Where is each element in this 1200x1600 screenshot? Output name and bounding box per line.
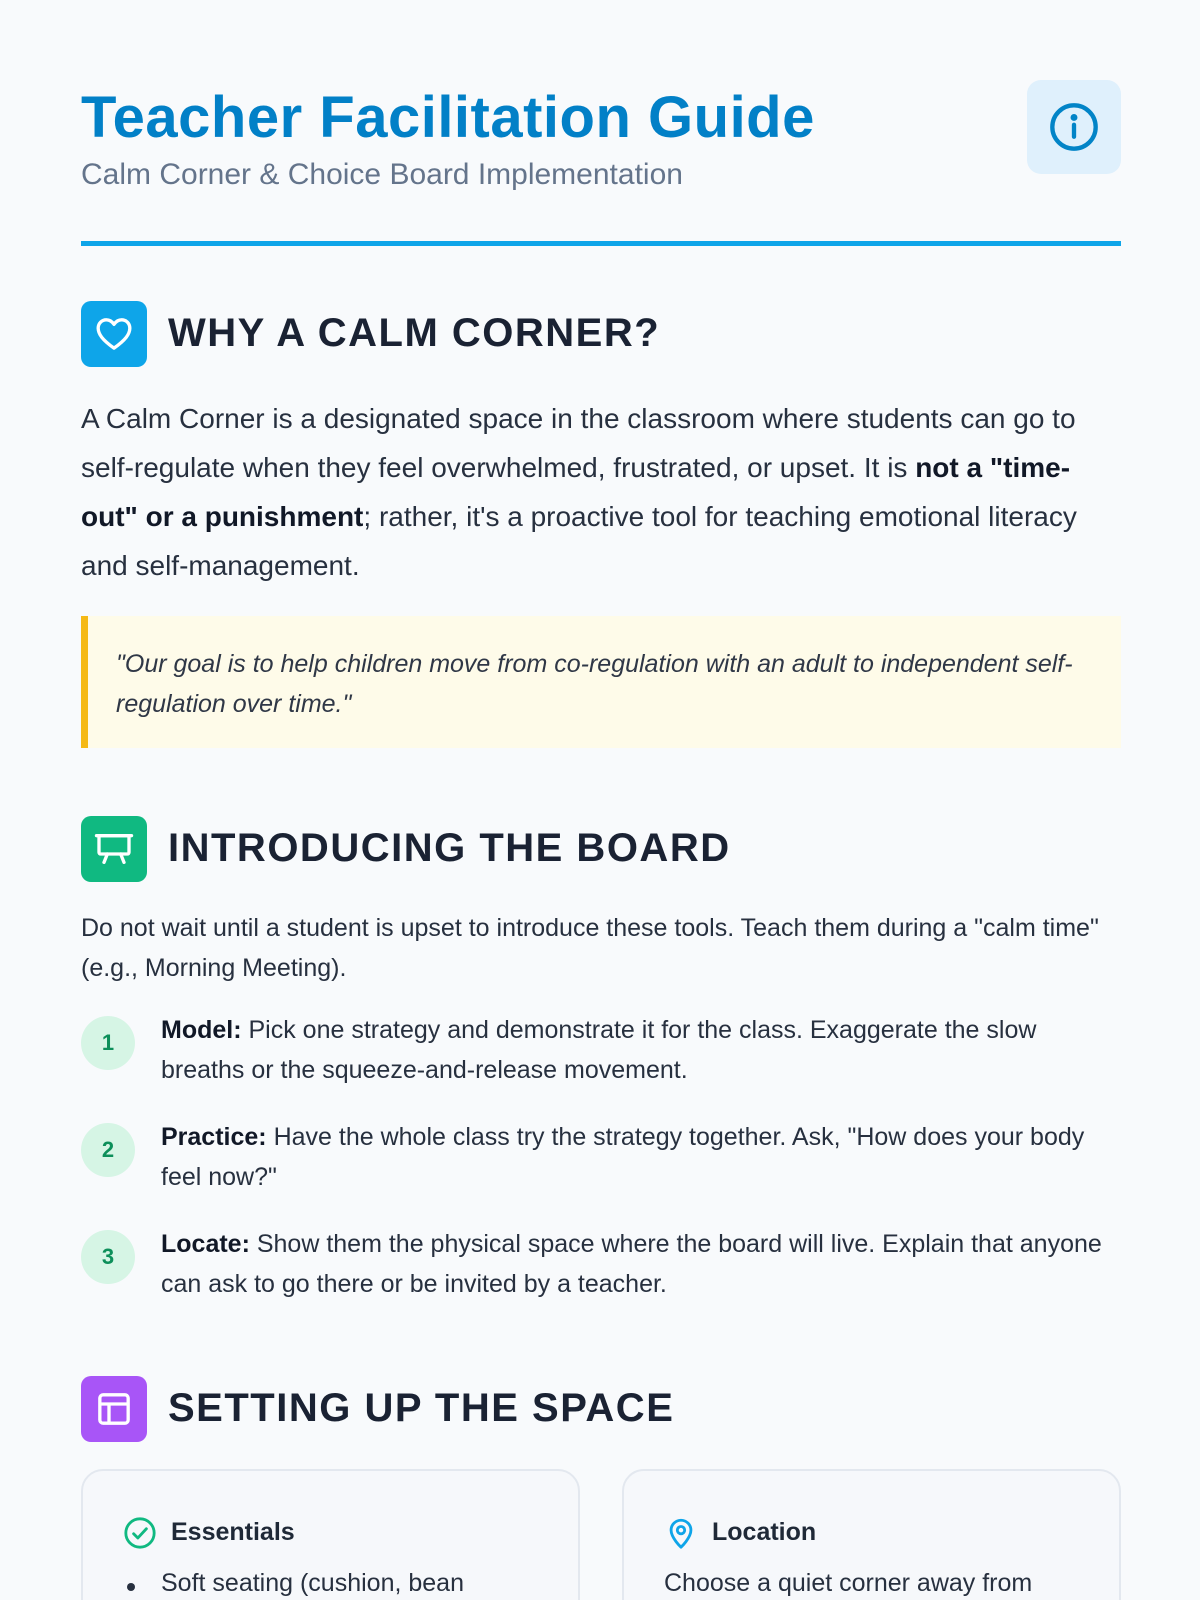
list-item: [81, 1117, 1121, 1224]
step-body: Have the whole class try the strategy together. Ask, "How does your body feel now?": [161, 1123, 1085, 1191]
list-item: [81, 1224, 1121, 1331]
step-text: [161, 1224, 1121, 1304]
heart-icon: [94, 314, 134, 354]
list-item: Soft seating (cushion, bean: [123, 1569, 464, 1598]
layout-icon: [94, 1389, 134, 1429]
section-heading-introducing: [81, 816, 1121, 882]
step-label: Model:: [161, 1016, 242, 1044]
map-pin-icon: [664, 1516, 698, 1550]
essentials-card: [81, 1469, 580, 1600]
step-label: Practice:: [161, 1123, 267, 1151]
card-title: Essentials: [171, 1518, 295, 1546]
info-button[interactable]: [1027, 80, 1121, 174]
steps-list: [81, 1010, 1121, 1331]
why-text-2: ; rather, it's a proactive tool for teaching emotional literacy and self-management.: [81, 501, 1077, 581]
step-number: 1: [81, 1016, 135, 1070]
location-text: Choose a quiet corner away from: [664, 1569, 1033, 1597]
step-number: 2: [81, 1123, 135, 1177]
why-text-1: A Calm Corner is a designated space in the classroom where students can go to self-regulate when they feel overwhelmed, frustrated, or upset. It is: [81, 403, 1076, 483]
header-divider: [81, 241, 1121, 246]
quote-text: "Our goal is to help children move from co-regulation with an adult to independent self-regulation over time.": [116, 650, 1073, 718]
essentials-list: [123, 1569, 464, 1598]
card-title: Location: [712, 1518, 817, 1546]
step-label: Locate:: [161, 1230, 250, 1258]
section-title: INTRODUCING THE BOARD: [168, 826, 731, 870]
goal-quote: [81, 616, 1121, 748]
location-card: [622, 1469, 1121, 1600]
section-title: WHY A CALM CORNER?: [168, 311, 661, 355]
step-body: Show them the physical space where the board will live. Explain that anyone can ask to go there or be invited by a teacher.: [161, 1230, 1102, 1298]
step-number: 3: [81, 1230, 135, 1284]
check-circle-icon: [123, 1516, 157, 1550]
section-heading-setup: [81, 1376, 1121, 1442]
layout-icon-badge: [81, 1376, 147, 1442]
page-header: [81, 80, 1121, 190]
section-heading-why: [81, 301, 1121, 367]
section-title: SETTING UP THE SPACE: [168, 1386, 675, 1430]
page-subtitle: Calm Corner & Choice Board Implementation: [81, 158, 683, 191]
presentation-board-icon: [94, 829, 134, 869]
step-body: Pick one strategy and demonstrate it for the class. Exaggerate the slow breaths or the squeeze-and-release movement.: [161, 1016, 1037, 1084]
heart-icon-badge: [81, 301, 147, 367]
why-text-bold: not a "time-out" or a punishment: [81, 452, 1071, 532]
step-text: [161, 1117, 1121, 1197]
step-text: [161, 1010, 1121, 1090]
why-paragraph: [81, 394, 1121, 590]
introducing-intro: Do not wait until a student is upset to introduce these tools. Teach them during a "calm time" (e.g., Morning Meeting).: [81, 914, 1099, 982]
page-title: Teacher Facilitation Guide: [81, 85, 815, 150]
board-icon-badge: [81, 816, 147, 882]
info-icon: [1048, 101, 1100, 153]
list-item: [81, 1010, 1121, 1117]
